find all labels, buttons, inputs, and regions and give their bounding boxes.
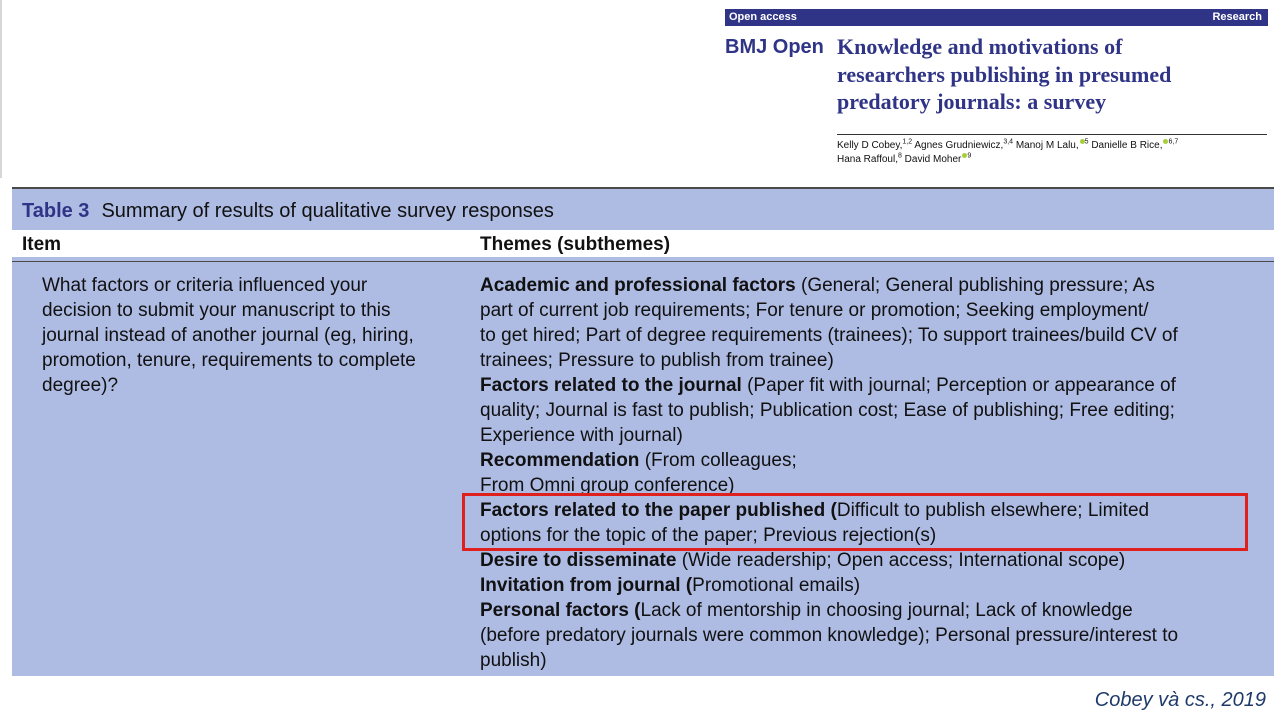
author-list — [837, 139, 1267, 167]
theme-entry — [480, 273, 1270, 373]
subthemes-text: Experience with journal) — [480, 425, 683, 446]
subthemes-text: options for the topic of the paper; Previous rejection(s) — [480, 525, 937, 546]
theme-name: Recommendation — [480, 450, 640, 471]
item-line: journal instead of another journal (eg, hiring, — [42, 325, 414, 346]
results-table — [12, 187, 1274, 676]
author-affiliation: 8 — [897, 152, 902, 160]
left-divider — [0, 0, 2, 178]
subthemes-text: (General; General publishing pressure; As — [795, 275, 1155, 296]
theme-line — [480, 423, 1270, 448]
theme-entry — [480, 373, 1270, 448]
theme-name: Invitation from journal ( — [480, 575, 693, 596]
title-line: Knowledge and motivations of — [837, 34, 1123, 59]
title-line: predatory journals: a survey — [837, 89, 1107, 114]
citation: Cobey và cs., 2019 — [1094, 689, 1266, 711]
subthemes-text: (Paper fit with journal; Perception or appearance of — [741, 375, 1176, 396]
author-name: David Moher — [904, 154, 962, 165]
table-label: Table 3 — [22, 200, 90, 222]
theme-line — [480, 448, 1270, 473]
column-header-item: Item — [22, 234, 62, 255]
column-header-themes: Themes (subthemes) — [480, 234, 671, 255]
subthemes-text: Lack of mentorship in choosing journal; Lack of knowledge — [640, 600, 1133, 621]
theme-line — [480, 573, 1270, 598]
author-affiliation: 6,7 — [1168, 138, 1179, 146]
subthemes-text: part of current job requirements; For tenure or promotion; Seeking employment/ — [480, 300, 1149, 321]
table-top-rule — [12, 187, 1274, 189]
author-name: Hana Raffoul, — [837, 154, 898, 165]
table-caption-text: Summary of results of qualitative survey responses — [101, 200, 554, 222]
item-line: promotion, tenure, requirements to complete — [42, 350, 416, 371]
theme-entry — [480, 598, 1270, 673]
theme-name: Factors related to the paper published ( — [480, 500, 837, 521]
journal-brand: BMJ Open — [725, 36, 824, 58]
theme-line — [480, 323, 1270, 348]
subthemes-text: to get hired; Part of degree requirements (trainees); To support trainees/build CV of — [480, 325, 1178, 346]
subthemes-text: (before predatory journals were common knowledge); Personal pressure/interest to — [480, 625, 1179, 646]
theme-line — [480, 273, 1270, 298]
article-type-label: Research — [1212, 11, 1262, 23]
author — [914, 140, 1013, 151]
theme-line — [480, 373, 1270, 398]
author — [1016, 140, 1089, 151]
theme-line — [480, 648, 1270, 673]
author-affiliation: 1,2 — [902, 138, 913, 146]
author — [905, 154, 972, 165]
themes-cell — [480, 273, 1270, 673]
theme-line — [480, 548, 1270, 573]
item-line: decision to submit your manuscript to this — [42, 300, 391, 321]
theme-name: Factors related to the journal — [480, 375, 742, 396]
author — [837, 154, 902, 165]
table-caption — [22, 200, 554, 223]
subthemes-text: publish) — [480, 650, 547, 671]
author-line — [837, 153, 1267, 167]
theme-line — [480, 598, 1270, 623]
item-line: What factors or criteria influenced your — [42, 275, 368, 296]
subthemes-text: trainees; Pressure to publish from trainee) — [480, 350, 834, 371]
subthemes-text: quality; Journal is fast to publish; Publication cost; Ease of publishing; Free editing; — [480, 400, 1175, 421]
author-name: Danielle B Rice, — [1091, 140, 1163, 151]
subthemes-text: (From colleagues; — [639, 450, 797, 471]
open-access-label: Open access — [729, 11, 797, 23]
author-affiliation: 3,4 — [1003, 138, 1014, 146]
theme-entry — [480, 448, 1270, 498]
journal-header-strip — [725, 9, 1268, 26]
author-affiliation: 9 — [967, 152, 972, 160]
author-name: Kelly D Cobey, — [837, 140, 903, 151]
article-title — [837, 33, 1257, 116]
header-rule — [12, 261, 1274, 262]
subthemes-text: Promotional emails) — [692, 575, 861, 596]
theme-name: Desire to disseminate — [480, 550, 677, 571]
subthemes-text: Difficult to publish elsewhere; Limited — [836, 500, 1150, 521]
table-header-row — [12, 230, 1274, 257]
theme-line — [480, 623, 1270, 648]
author-line — [837, 139, 1267, 153]
theme-line — [480, 348, 1270, 373]
author-affiliation: 5 — [1084, 138, 1089, 146]
subthemes-text: From Omni group conference) — [480, 475, 735, 496]
highlight-box — [462, 493, 1248, 551]
theme-name: Personal factors ( — [480, 600, 641, 621]
authors-divider — [837, 134, 1267, 135]
author — [837, 140, 912, 151]
title-line: researchers publishing in presumed — [837, 61, 1172, 87]
theme-entry — [480, 573, 1270, 598]
subthemes-text: (Wide readership; Open access; International scope) — [676, 550, 1126, 571]
item-question-cell — [42, 273, 472, 398]
author — [1091, 140, 1178, 151]
theme-name: Academic and professional factors — [480, 275, 796, 296]
theme-line — [480, 398, 1270, 423]
author-name: Agnes Grudniewicz, — [914, 140, 1004, 151]
author-name: Manoj M Lalu, — [1015, 140, 1079, 151]
theme-line — [480, 298, 1270, 323]
theme-entry — [480, 548, 1270, 573]
item-line: degree)? — [42, 375, 119, 396]
